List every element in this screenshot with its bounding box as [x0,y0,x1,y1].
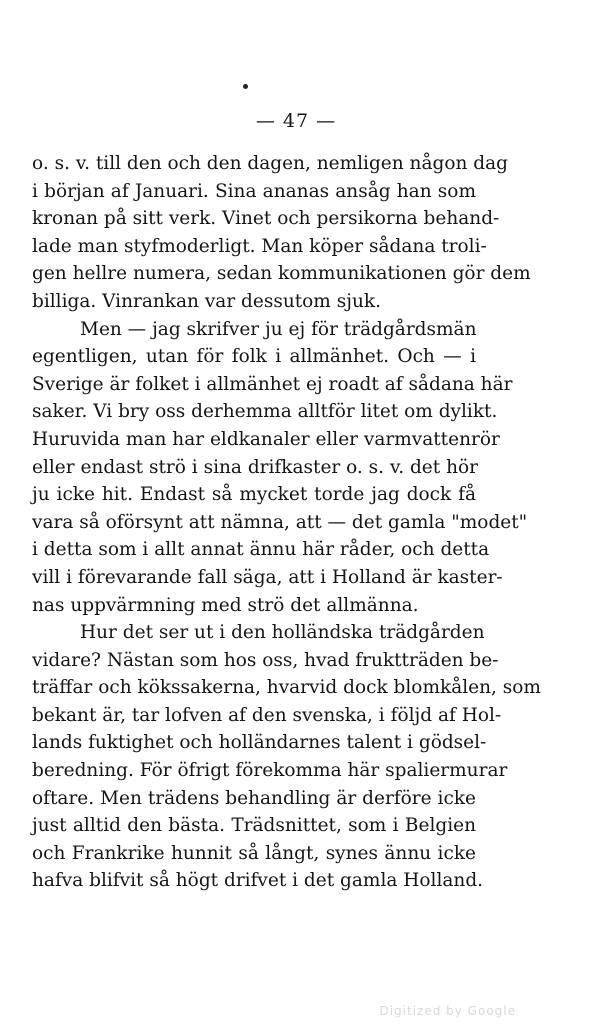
text-line: vara så oförsynt att nämna, att — det gamla "modet" [32,511,528,533]
text-line: vidare? Nästan som hos oss, hvad fruktträden be- [32,649,499,671]
text-line: i detta som i allt annat ännu här råder, och detta [32,539,490,561]
text-line: o. s. v. till den och den dagen, nemligen någon dag [32,153,508,174]
text-line: just alltid den bästa. Trädsnittet, som i Belgien [32,815,476,837]
paragraph-end-line: billiga. Vinrankan var dessutom sjuk. [32,290,381,312]
paragraph-start-line: Men — jag skrifver ju ej för trädgårdsmän [80,318,477,340]
text-line: gen hellre numera, sedan kommunikationen gör dem [32,263,531,285]
ink-dot [243,84,248,89]
text-line: vill i förevarande fall säga, att i Holland är kaster- [32,566,503,588]
text-line: ju icke hit. Endast så mycket torde jag dock få [32,484,476,506]
text-line: lands fuktighet och holländarnes talent i gödsel- [32,732,487,754]
body-text [32,150,541,895]
text-line: och Frankrike hunnit så långt, synes ännu icke [32,842,476,864]
text-line: Huruvida man har eldkanaler eller varmvattenrör [32,428,500,450]
text-line: Sverige är folket i allmänhet ej roadt af sådana här [32,373,513,395]
scan-watermark: Digitized by Google [379,1004,516,1018]
paragraph-end-line: nas uppvärmning med strö det allmänna. [32,594,419,616]
text-line: beredning. För öfrigt förekomma här spaliermurar [32,760,508,782]
text-line: kronan på sitt verk. Vinet och persikorna behand- [32,208,500,230]
text-line: oftare. Men trädens behandling är derföre icke [32,787,476,809]
text-line: eller endast strö i sina drifkaster o. s. v. det hör [32,456,478,478]
text-line: lade man styfmoderligt. Man köper sådana troli- [32,235,487,257]
text-line: bekant är, tar lofven af den svenska, i följd af Hol- [32,704,502,726]
text-line: träffar och kökssakerna, hvarvid dock blomkålen, som [32,677,541,699]
text-line: saker. Vi bry oss derhemma alltför litet om dylikt. [32,401,498,423]
text-line: hafva blifvit så högt drifvet i det gamla Holland. [32,870,484,892]
page-number: — 47 — [255,110,337,132]
paragraph-start-line: Hur det ser ut i den holländska trädgården [80,622,485,644]
text-line: i början af Januari. Sina ananas ansåg han som [32,180,476,202]
text-line: egentligen, utan för folk i allmänhet. Och — i [32,346,476,368]
